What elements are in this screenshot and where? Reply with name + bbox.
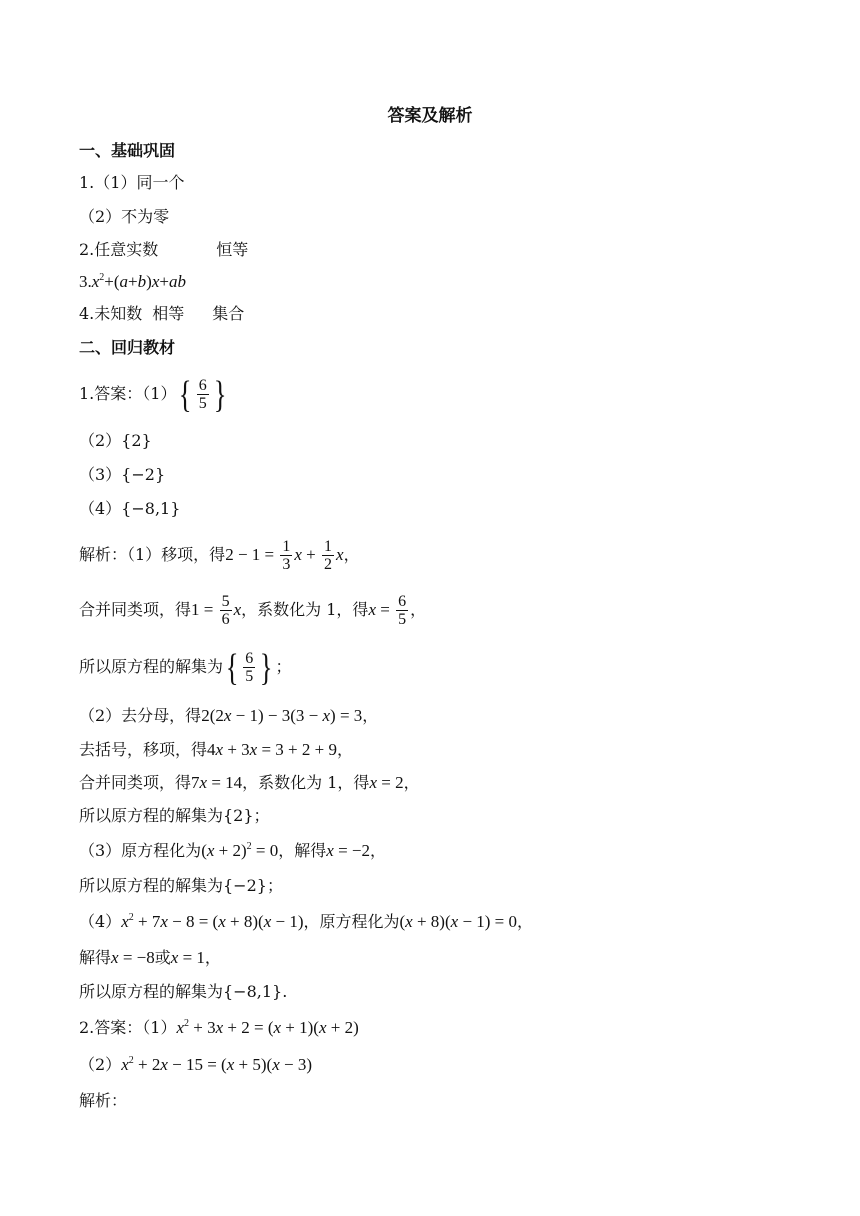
q1-solution-step-2: 合并同类项，得1 = $\frac{5}{6}$ x，系数化为 1，得x = $\frac{6}{5}$ ， — [79, 593, 427, 628]
answer-1-part-2: （2）不为零 — [79, 207, 170, 226]
answer-4-blank-3: 集合 — [212, 304, 245, 323]
q1-answer-2: （2）{2} — [79, 431, 152, 450]
q1-answer-3: （3）{−2} — [79, 465, 166, 484]
q1-answer-4: （4）{−8,1} — [79, 499, 181, 518]
q2-answer-1: 2.答案：$(1)x^2 + 3x + 2 = (x + 1)(x + 2)$ — [79, 1018, 359, 1037]
q2-analysis-label: 解析： — [79, 1091, 128, 1110]
q1-solution-step-6: 合并同类项，得7x = 14，系数化为 1，得x = 2， — [79, 773, 420, 792]
q1-solution-step-11: 解得x = −8或x = 1， — [79, 948, 221, 967]
q1-solution-step-8: （3）原方程化为$(x + 2)^2 = 0$，解得x = −2， — [79, 841, 387, 860]
q1-solution-step-12: 所以原方程的解集为{−8,1}. — [79, 982, 288, 1001]
answer-2-blank-2: 恒等 — [216, 240, 249, 259]
q1-solution-step-1: 解析：（1）移项，得2 − 1 = $\frac{1}{3}$ x + $\frac{1}{2}$ x， — [79, 538, 360, 573]
q1-solution-step-9: 所以原方程的解集为{−2}； — [79, 876, 283, 895]
answer-4 — [79, 304, 244, 324]
q1-solution-step-10: $(4)x^2 + 7x - 8 = (x + 8)(x - 1)$，原方程化为(x + 8)(x − 1) = 0， — [79, 912, 534, 931]
q1-solution-step-5: 去括号，移项，得4x + 3x = 3 + 2 + 9， — [79, 740, 353, 759]
answer-4-blank-2: 相等 — [152, 304, 185, 323]
answer-4-blank-1: 4.未知数 — [79, 304, 143, 323]
section-heading-basics: 一、基础巩固 — [79, 141, 176, 160]
page-title: 答案及解析 — [387, 106, 473, 126]
answer-3-prefix: 3. — [79, 272, 92, 291]
section-heading-textbook: 二、回归教材 — [79, 338, 176, 357]
q1-solution-step-4: （2）去分母，得2(2x − 1) − 3(3 − x) = 3， — [79, 706, 379, 725]
q1-answer-label: 1.答案：（1） — [79, 384, 177, 403]
q2-answer-2: $(2)x^2 + 2x - 15 = (x + 5)(x - 3)$ — [79, 1055, 312, 1074]
fraction-six-fifths: $\frac{6}{5}$ — [198, 377, 207, 412]
answer-3: $3.x^2+(a+b)x+ab$ — [79, 272, 186, 291]
answer-2 — [79, 240, 248, 260]
q1-answer-1: 1.答案：（1）{ $\frac{6}{5}$ } — [79, 373, 227, 416]
answer-1-part-1: 1.（1）同一个 — [79, 173, 185, 192]
q1-solution-step-7: 所以原方程的解集为{2}； — [79, 806, 270, 825]
answer-2-blank-1: 2.任意实数 — [79, 240, 159, 259]
q1-solution-step-3: 所以原方程的解集为{ $\frac{6}{5}$ } ； — [79, 646, 292, 689]
